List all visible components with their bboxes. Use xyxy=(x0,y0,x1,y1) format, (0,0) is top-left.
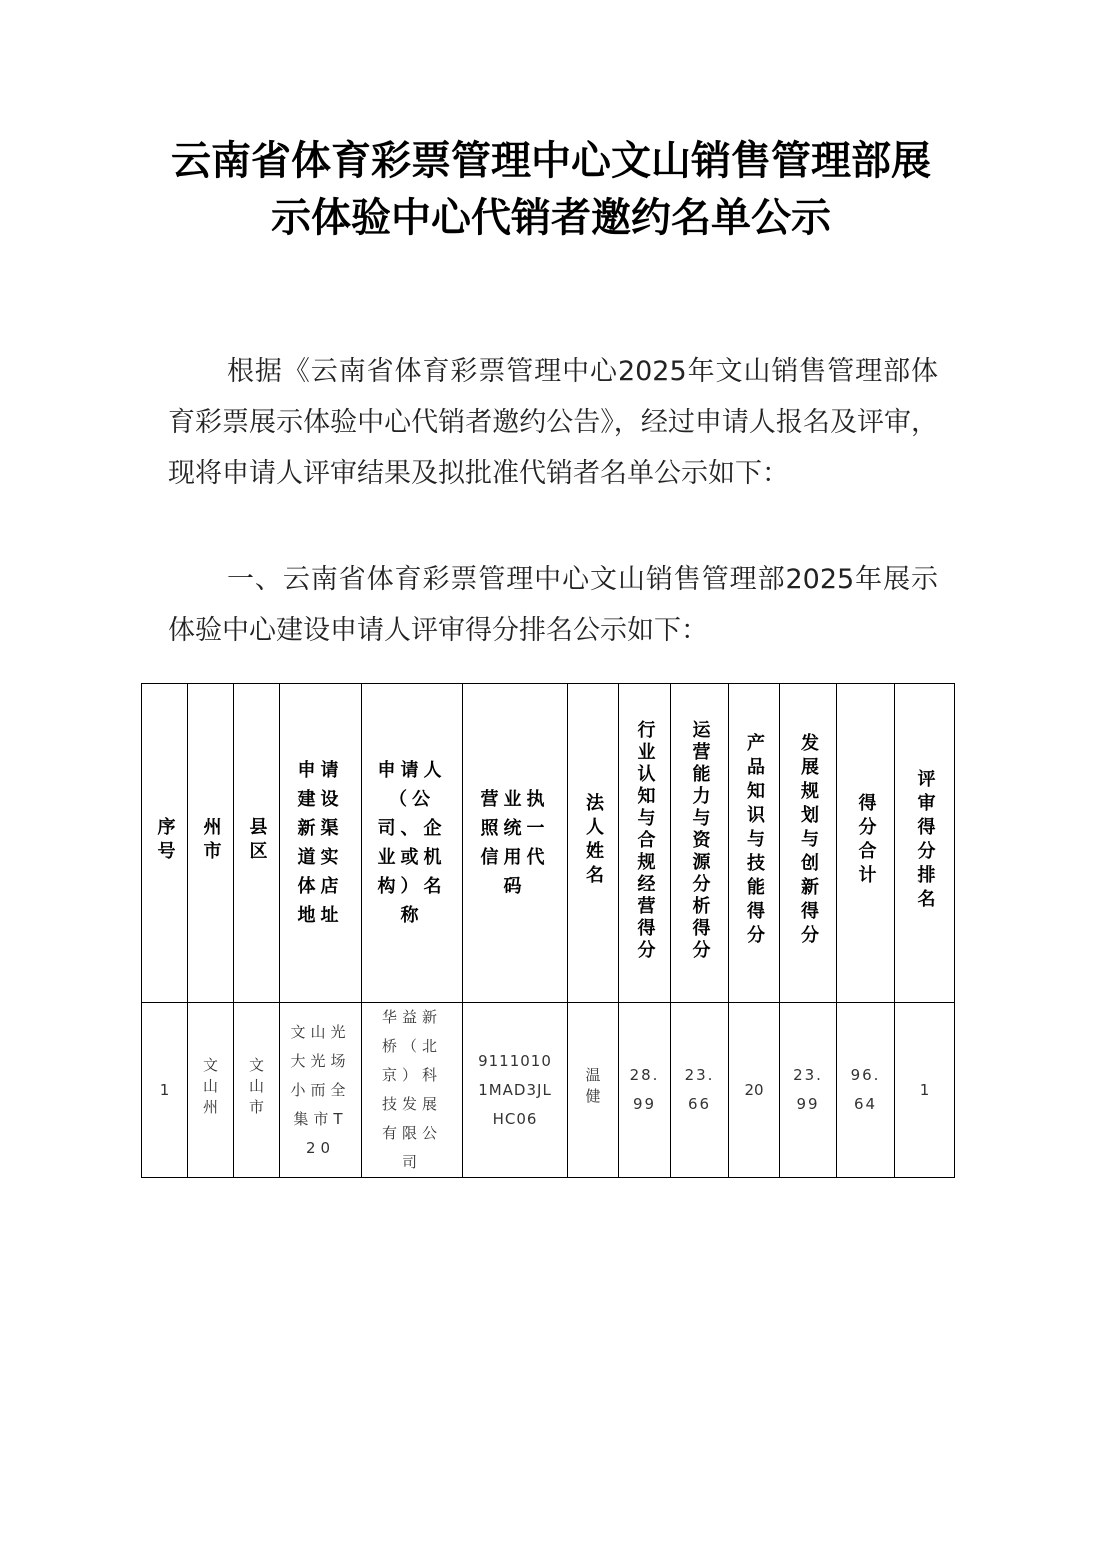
header-score-product: 产品知识与技能得分 xyxy=(729,684,780,1003)
page-title: 云南省体育彩票管理中心文山销售管理部展示体验中心代销者邀约名单公示 xyxy=(171,138,931,241)
cell-score-compliance: 28.99 xyxy=(619,1003,671,1178)
cell-score-plan: 23.99 xyxy=(780,1003,837,1178)
header-county: 县区 xyxy=(234,684,280,1003)
cell-total: 96.64 xyxy=(837,1003,895,1178)
intro-paragraph: 根据《云南省体育彩票管理中心2025年文山销售管理部体育彩票展示体验中心代销者邀约公告》，经过申请人报名及评审，现将申请人评审结果及拟批准代销者名单公示如下： xyxy=(168,356,938,489)
score-table xyxy=(141,683,955,1178)
section-one-paragraph: 一、云南省体育彩票管理中心文山销售管理部2025年展示体验中心建设申请人评审得分排名公示如下： xyxy=(168,564,938,646)
cell-rank: 1 xyxy=(895,1003,955,1178)
header-legal-rep: 法人姓名 xyxy=(568,684,619,1003)
header-credit-code: 营业执照统一信用代码 xyxy=(463,684,568,1003)
cell-address: 文山光大光场小而全集市T20 xyxy=(280,1003,362,1178)
cell-applicant: 华益新桥（北京）科技发展有限公司 xyxy=(362,1003,463,1178)
header-score-compliance: 行业认知与合规经营得分 xyxy=(619,684,671,1003)
table-row xyxy=(142,1003,955,1178)
cell-legal-rep: 温健 xyxy=(568,1003,619,1178)
cell-county: 文山市 xyxy=(234,1003,280,1178)
header-score-plan: 发展规划与创新得分 xyxy=(780,684,837,1003)
header-applicant: 申请人（公司、企业或机构）名称 xyxy=(362,684,463,1003)
cell-prefecture: 文山州 xyxy=(188,1003,234,1178)
cell-score-operation: 23.66 xyxy=(671,1003,729,1178)
cell-score-product: 20 xyxy=(729,1003,780,1178)
header-seq: 序号 xyxy=(142,684,188,1003)
table-header-row xyxy=(142,684,955,1003)
header-total: 得分合计 xyxy=(837,684,895,1003)
cell-credit-code: 91110101MAD3JLHC06 xyxy=(463,1003,568,1178)
header-score-operation: 运营能力与资源分析得分 xyxy=(671,684,729,1003)
cell-seq: 1 xyxy=(142,1003,188,1178)
header-prefecture: 州市 xyxy=(188,684,234,1003)
header-address: 申请建设新渠道实体店地址 xyxy=(280,684,362,1003)
header-rank: 评审得分排名 xyxy=(895,684,955,1003)
